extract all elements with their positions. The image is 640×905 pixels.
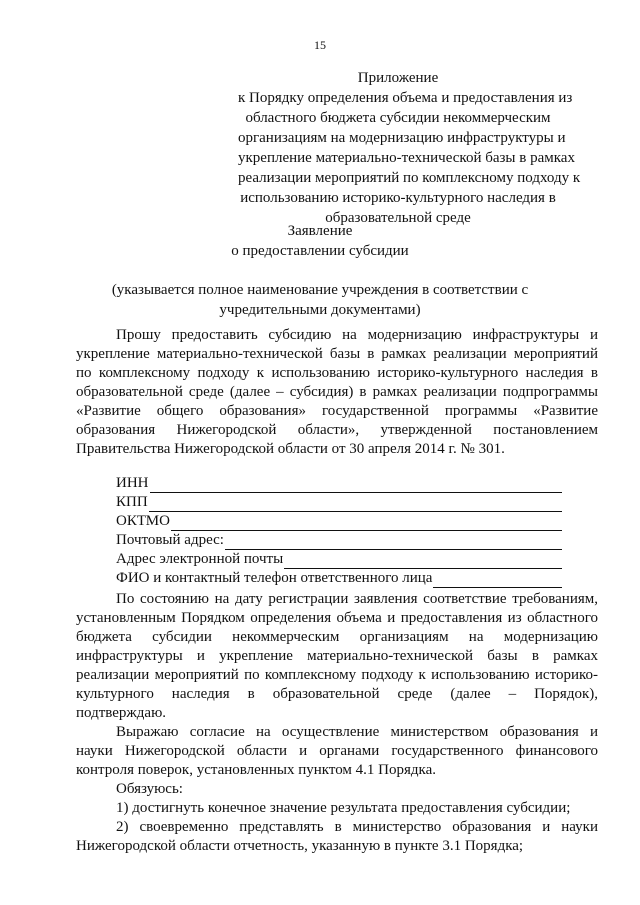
appendix-line: к Порядку определения объема и предоставления из [238,90,573,106]
field-label: ФИО и контактный телефон ответственного лица [116,570,433,586]
kpp-field[interactable] [116,493,562,512]
fill-line[interactable] [150,478,563,493]
obligations-heading: Обязуюсь: [116,781,183,797]
paragraph-line: культурного наследия в образовательной среде (далее – Порядок), [76,686,598,702]
paragraph-line: образования Нижегородской области», утвержденной постановлением [76,422,598,438]
note-line: (указывается полное наименование учреждения в соответствии с [111,282,529,298]
field-label: КПП [116,494,148,510]
obligation-item-2: 2) своевременно представлять в министерство образования и науки [116,819,598,835]
paragraph-line: подтверждаю. [76,705,167,721]
fill-line[interactable] [171,516,562,531]
consent-paragraph [76,723,598,780]
obligation-item-1: 1) достигнуть конечное значение результата предоставления субсидии; [116,800,571,816]
postal-address-field[interactable] [116,531,562,550]
paragraph-line: по комплексному подходу к использованию историко-культурного наследия в [76,365,598,381]
appendix-line: использованию историко-культурного наследия в [240,190,556,206]
appendix-line: организациям на модернизацию инфраструктуры и [238,130,566,146]
paragraph-line: бюджета субсидии некоммерческим организациям на модернизацию [76,629,598,645]
appendix-line: реализации мероприятий по комплексному подходу к [238,170,581,186]
paragraph-line: По состоянию на дату регистрации заявления соответствие требованиям, [116,591,598,607]
appendix-line: Приложение [357,70,439,86]
document-title [170,221,470,261]
note-line: учредительными документами) [219,302,421,318]
email-field[interactable] [116,550,562,569]
appendix-line: образовательной среде [325,210,471,226]
subtitle-line: о предоставлении субсидии [231,243,409,259]
paragraph-line: контроля поверок, установленных пунктом 4.1 Порядка. [76,762,436,778]
paragraph-line: Правительства Нижегородской области от 30 апреля 2014 г. № 301. [76,441,505,457]
requisites-fields [116,474,562,588]
oktmo-field[interactable] [116,512,562,531]
field-label: ИНН [116,475,149,491]
appendix-line: укрепление материально-технической базы в рамках [238,150,575,166]
fill-line[interactable] [225,535,562,550]
appendix-header [238,68,581,228]
paragraph-line: «Развитие общего образования» государственной программы «Развитие [76,403,598,419]
page-number: 15 [314,38,326,52]
paragraph-line: установленным Порядком определения объема и предоставления из областного [76,610,598,626]
contact-person-field[interactable] [116,569,562,588]
paragraph-line: Выражаю согласие на осуществление министерством образования и [116,724,598,740]
fill-line[interactable] [149,497,562,512]
paragraph-line: образовательной среде (далее – субсидия) в рамках реализации подпрограммы [76,384,598,400]
institution-name-note [90,280,550,320]
obligations-section [76,780,598,856]
field-label: Почтовый адрес: [116,532,224,548]
fill-line[interactable] [433,573,562,588]
request-paragraph [76,326,598,459]
inn-field[interactable] [116,474,562,493]
field-label: ОКТМО [116,513,170,529]
title-line: Заявление [287,223,353,239]
paragraph-line: Прошу предоставить субсидию на модернизацию инфраструктуры и [116,327,598,343]
fill-line[interactable] [284,554,562,569]
paragraph-line: науки Нижегородской области и органами государственного финансового [76,743,598,759]
obligation-item-2-continued: Нижегородской области отчетность, указанную в пункте 3.1 Порядка; [76,838,524,854]
paragraph-line: укрепление материально-технической базы в рамках реализации мероприятий [76,346,598,362]
paragraph-line: инфраструктуры и укрепление материально-технической базы в рамках [76,648,598,664]
appendix-line: областного бюджета субсидии некоммерческим [245,110,551,126]
paragraph-line: реализации мероприятий по комплексному подходу к использованию историко- [76,667,598,683]
compliance-paragraph [76,590,598,723]
field-label: Адрес электронной почты [116,551,284,567]
